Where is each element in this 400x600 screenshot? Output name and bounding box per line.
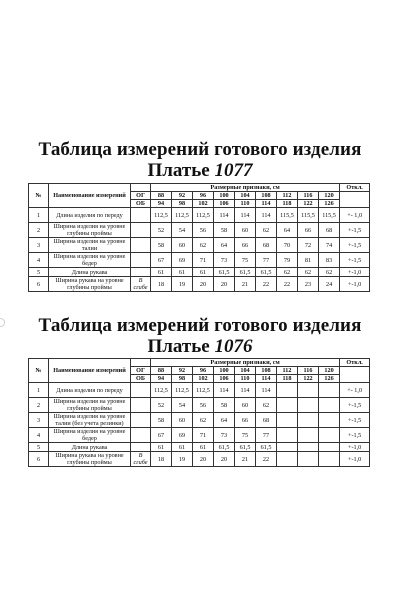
size-ob: 110 xyxy=(235,375,256,383)
model-number: 1076 xyxy=(214,336,253,357)
row-value: 52 xyxy=(151,223,172,238)
row-value: 70 xyxy=(277,238,298,253)
row-unit xyxy=(131,428,151,443)
row-value: 112,5 xyxy=(151,208,172,223)
row-value: 21 xyxy=(235,277,256,292)
header-tolerance: Откл. xyxy=(340,184,370,192)
size-og: 88 xyxy=(151,192,172,200)
size-og: 116 xyxy=(298,192,319,200)
row-tolerance: +-1,5 xyxy=(340,428,370,443)
row-value: 67 xyxy=(151,253,172,268)
row-value: 18 xyxy=(151,277,172,292)
table-body xyxy=(29,184,370,292)
row-name: Ширина изделия на уровне бедер xyxy=(49,428,131,443)
row-value: 58 xyxy=(214,223,235,238)
header-name: Наименование измерений xyxy=(49,359,131,383)
row-name: Длина рукава xyxy=(49,268,131,277)
row-value: 114 xyxy=(256,208,277,223)
row-value: 20 xyxy=(193,277,214,292)
row-value: 71 xyxy=(193,253,214,268)
row-value: 54 xyxy=(172,223,193,238)
row-tolerance: +-1,5 xyxy=(340,223,370,238)
row-value: 61 xyxy=(193,443,214,452)
row-value: 112,5 xyxy=(193,208,214,223)
table-row xyxy=(29,253,370,268)
row-unit: В сгибе xyxy=(131,452,151,467)
table-subtitle xyxy=(0,336,400,357)
product-name: Платье xyxy=(147,336,210,357)
table-row xyxy=(29,383,370,398)
size-og: 96 xyxy=(193,367,214,375)
size-ob: 106 xyxy=(214,200,235,208)
row-value: 112,5 xyxy=(151,383,172,398)
row-value: 22 xyxy=(256,277,277,292)
table-row xyxy=(29,398,370,413)
size-ob: 98 xyxy=(172,200,193,208)
row-value: 18 xyxy=(151,452,172,467)
row-value: 62 xyxy=(319,268,340,277)
row-tolerance: +- 1,0 xyxy=(340,383,370,398)
row-value xyxy=(319,428,340,443)
row-value xyxy=(319,383,340,398)
row-value xyxy=(319,452,340,467)
row-value xyxy=(277,413,298,428)
row-value: 20 xyxy=(193,452,214,467)
row-value: 64 xyxy=(277,223,298,238)
row-name: Ширина рукава на уровне глубины проймы xyxy=(49,452,131,467)
row-value: 61,5 xyxy=(214,268,235,277)
model-number: 1077 xyxy=(214,160,253,181)
row-value: 58 xyxy=(151,413,172,428)
row-value: 68 xyxy=(319,223,340,238)
size-ob: 114 xyxy=(256,375,277,383)
row-value: 62 xyxy=(256,223,277,238)
size-ob: 122 xyxy=(298,375,319,383)
row-value: 56 xyxy=(193,398,214,413)
row-value: 61,5 xyxy=(214,443,235,452)
size-ob: 118 xyxy=(277,375,298,383)
row-value: 62 xyxy=(256,398,277,413)
row-value: 71 xyxy=(193,428,214,443)
row-value: 60 xyxy=(235,398,256,413)
row-value xyxy=(298,452,319,467)
size-ob: 110 xyxy=(235,200,256,208)
size-ob: 126 xyxy=(319,200,340,208)
row-name: Ширина изделия на уровне талии xyxy=(49,238,131,253)
row-value: 54 xyxy=(172,398,193,413)
row-number: 3 xyxy=(29,413,49,428)
row-value: 60 xyxy=(172,238,193,253)
header-ob: ОБ xyxy=(131,375,151,383)
size-ob: 106 xyxy=(214,375,235,383)
row-value: 24 xyxy=(319,277,340,292)
size-og: 100 xyxy=(214,367,235,375)
row-value: 60 xyxy=(172,413,193,428)
row-value: 66 xyxy=(298,223,319,238)
row-number: 2 xyxy=(29,223,49,238)
row-tolerance: +-1,5 xyxy=(340,253,370,268)
size-og: 108 xyxy=(256,192,277,200)
row-name: Длина изделия по переду xyxy=(49,208,131,223)
row-value: 61,5 xyxy=(256,268,277,277)
row-value: 68 xyxy=(256,413,277,428)
row-value xyxy=(277,452,298,467)
row-value: 22 xyxy=(256,452,277,467)
row-unit xyxy=(131,238,151,253)
row-value: 52 xyxy=(151,398,172,413)
table-row xyxy=(29,277,370,292)
product-name: Платье xyxy=(147,160,210,181)
row-tolerance: +-1,0 xyxy=(340,268,370,277)
row-number: 4 xyxy=(29,428,49,443)
row-unit xyxy=(131,208,151,223)
tolerance-spacer xyxy=(340,367,370,383)
measurement-table xyxy=(28,358,370,467)
row-value xyxy=(277,383,298,398)
row-value: 68 xyxy=(256,238,277,253)
row-name: Длина изделия по переду xyxy=(49,383,131,398)
row-value: 20 xyxy=(214,452,235,467)
table-row xyxy=(29,452,370,467)
row-value: 114 xyxy=(214,383,235,398)
row-number: 6 xyxy=(29,277,49,292)
row-value xyxy=(298,398,319,413)
size-og: 112 xyxy=(277,367,298,375)
row-value: 72 xyxy=(298,238,319,253)
row-value: 112,5 xyxy=(193,383,214,398)
row-value xyxy=(277,428,298,443)
row-number: 5 xyxy=(29,443,49,452)
row-value xyxy=(298,428,319,443)
row-value xyxy=(319,443,340,452)
size-ob: 98 xyxy=(172,375,193,383)
row-value: 62 xyxy=(277,268,298,277)
row-name: Ширина изделия на уровне глубины проймы xyxy=(49,398,131,413)
row-unit xyxy=(131,398,151,413)
size-og: 108 xyxy=(256,367,277,375)
row-name: Ширина изделия на уровне глубины проймы xyxy=(49,223,131,238)
row-number: 6 xyxy=(29,452,49,467)
row-value: 75 xyxy=(235,428,256,443)
table-row xyxy=(29,268,370,277)
measurement-table xyxy=(28,183,370,292)
size-ob: 118 xyxy=(277,200,298,208)
size-og: 104 xyxy=(235,192,256,200)
row-value: 19 xyxy=(172,452,193,467)
row-value: 66 xyxy=(235,238,256,253)
row-value: 56 xyxy=(193,223,214,238)
table-row xyxy=(29,238,370,253)
row-value xyxy=(277,443,298,452)
row-value: 75 xyxy=(235,253,256,268)
row-value: 81 xyxy=(298,253,319,268)
table-row xyxy=(29,428,370,443)
size-og: 120 xyxy=(319,367,340,375)
header-number: № xyxy=(29,184,49,208)
row-value: 21 xyxy=(235,452,256,467)
row-value: 62 xyxy=(193,238,214,253)
row-value: 77 xyxy=(256,428,277,443)
row-number: 5 xyxy=(29,268,49,277)
size-og: 92 xyxy=(172,192,193,200)
row-value: 69 xyxy=(172,253,193,268)
row-tolerance: +-1,0 xyxy=(340,443,370,452)
row-unit xyxy=(131,413,151,428)
row-number: 4 xyxy=(29,253,49,268)
row-value: 115,5 xyxy=(298,208,319,223)
row-value: 67 xyxy=(151,428,172,443)
header-og: ОГ xyxy=(131,192,151,200)
size-ob: 102 xyxy=(193,375,214,383)
row-value: 23 xyxy=(298,277,319,292)
table-row xyxy=(29,413,370,428)
header-spacer xyxy=(131,184,151,192)
row-value: 112,5 xyxy=(172,383,193,398)
tolerance-spacer xyxy=(340,192,370,208)
table-subtitle xyxy=(0,160,400,181)
row-unit xyxy=(131,223,151,238)
size-og: 112 xyxy=(277,192,298,200)
row-tolerance: +-1,5 xyxy=(340,398,370,413)
size-ob: 94 xyxy=(151,200,172,208)
row-number: 2 xyxy=(29,398,49,413)
row-value: 64 xyxy=(214,413,235,428)
row-value: 61,5 xyxy=(256,443,277,452)
row-value: 61 xyxy=(172,443,193,452)
row-value: 79 xyxy=(277,253,298,268)
table-title: Таблица измерений готового изделия xyxy=(38,139,362,160)
row-value: 69 xyxy=(172,428,193,443)
row-unit xyxy=(131,268,151,277)
size-og: 120 xyxy=(319,192,340,200)
row-unit xyxy=(131,383,151,398)
size-ob: 114 xyxy=(256,200,277,208)
header-ob: ОБ xyxy=(131,200,151,208)
row-value: 115,5 xyxy=(319,208,340,223)
row-value: 20 xyxy=(214,277,235,292)
row-number: 1 xyxy=(29,208,49,223)
row-value xyxy=(277,398,298,413)
row-value: 61,5 xyxy=(235,443,256,452)
row-value: 61 xyxy=(151,443,172,452)
row-tolerance: +-1,0 xyxy=(340,277,370,292)
row-value: 61 xyxy=(172,268,193,277)
row-name: Ширина изделия на уровне бедер xyxy=(49,253,131,268)
row-value: 73 xyxy=(214,253,235,268)
row-value: 58 xyxy=(151,238,172,253)
row-name: Ширина изделия на уровне талии (без учета резинки) xyxy=(49,413,131,428)
size-ob: 94 xyxy=(151,375,172,383)
size-og: 92 xyxy=(172,367,193,375)
header-row xyxy=(29,359,370,367)
row-unit: В сгибе xyxy=(131,277,151,292)
header-sizes-label: Размерные признаки, см xyxy=(151,359,340,367)
row-value xyxy=(319,398,340,413)
row-value: 60 xyxy=(235,223,256,238)
header-og: ОГ xyxy=(131,367,151,375)
size-og: 116 xyxy=(298,367,319,375)
row-value: 66 xyxy=(235,413,256,428)
header-spacer xyxy=(131,359,151,367)
size-ob: 102 xyxy=(193,200,214,208)
row-value: 22 xyxy=(277,277,298,292)
table-body xyxy=(29,359,370,467)
row-value: 61 xyxy=(193,268,214,277)
row-number: 3 xyxy=(29,238,49,253)
measurement-block-1076 xyxy=(0,315,400,466)
row-value: 62 xyxy=(298,268,319,277)
row-value xyxy=(319,413,340,428)
row-tolerance: +-1,5 xyxy=(340,413,370,428)
row-value: 19 xyxy=(172,277,193,292)
row-value: 114 xyxy=(214,208,235,223)
row-name: Длина рукава xyxy=(49,443,131,452)
row-value: 77 xyxy=(256,253,277,268)
header-number: № xyxy=(29,359,49,383)
size-og: 88 xyxy=(151,367,172,375)
row-value: 114 xyxy=(235,208,256,223)
row-value: 62 xyxy=(193,413,214,428)
size-ob: 126 xyxy=(319,375,340,383)
table-title: Таблица измерений готового изделия xyxy=(38,315,362,336)
header-sizes-label: Размерные признаки, см xyxy=(151,184,340,192)
row-value: 114 xyxy=(256,383,277,398)
row-value: 73 xyxy=(214,428,235,443)
row-value: 74 xyxy=(319,238,340,253)
table-row xyxy=(29,208,370,223)
row-value: 83 xyxy=(319,253,340,268)
row-value xyxy=(298,383,319,398)
row-tolerance: +-1,0 xyxy=(340,452,370,467)
row-value: 112,5 xyxy=(172,208,193,223)
size-og: 96 xyxy=(193,192,214,200)
row-number: 1 xyxy=(29,383,49,398)
row-value xyxy=(298,413,319,428)
row-unit xyxy=(131,253,151,268)
table-row xyxy=(29,443,370,452)
row-value: 115,5 xyxy=(277,208,298,223)
row-value: 61,5 xyxy=(235,268,256,277)
measurement-block-1077 xyxy=(0,139,400,291)
size-og: 104 xyxy=(235,367,256,375)
row-value: 61 xyxy=(151,268,172,277)
header-tolerance: Откл. xyxy=(340,359,370,367)
size-og: 100 xyxy=(214,192,235,200)
row-value: 64 xyxy=(214,238,235,253)
table-row xyxy=(29,223,370,238)
header-row xyxy=(29,184,370,192)
size-ob: 122 xyxy=(298,200,319,208)
row-tolerance: +- 1,0 xyxy=(340,208,370,223)
row-tolerance: +-1,5 xyxy=(340,238,370,253)
row-name: Ширина рукава на уровне глубины проймы xyxy=(49,277,131,292)
header-name: Наименование измерений xyxy=(49,184,131,208)
row-value: 58 xyxy=(214,398,235,413)
row-value: 114 xyxy=(235,383,256,398)
row-unit xyxy=(131,443,151,452)
row-value xyxy=(298,443,319,452)
